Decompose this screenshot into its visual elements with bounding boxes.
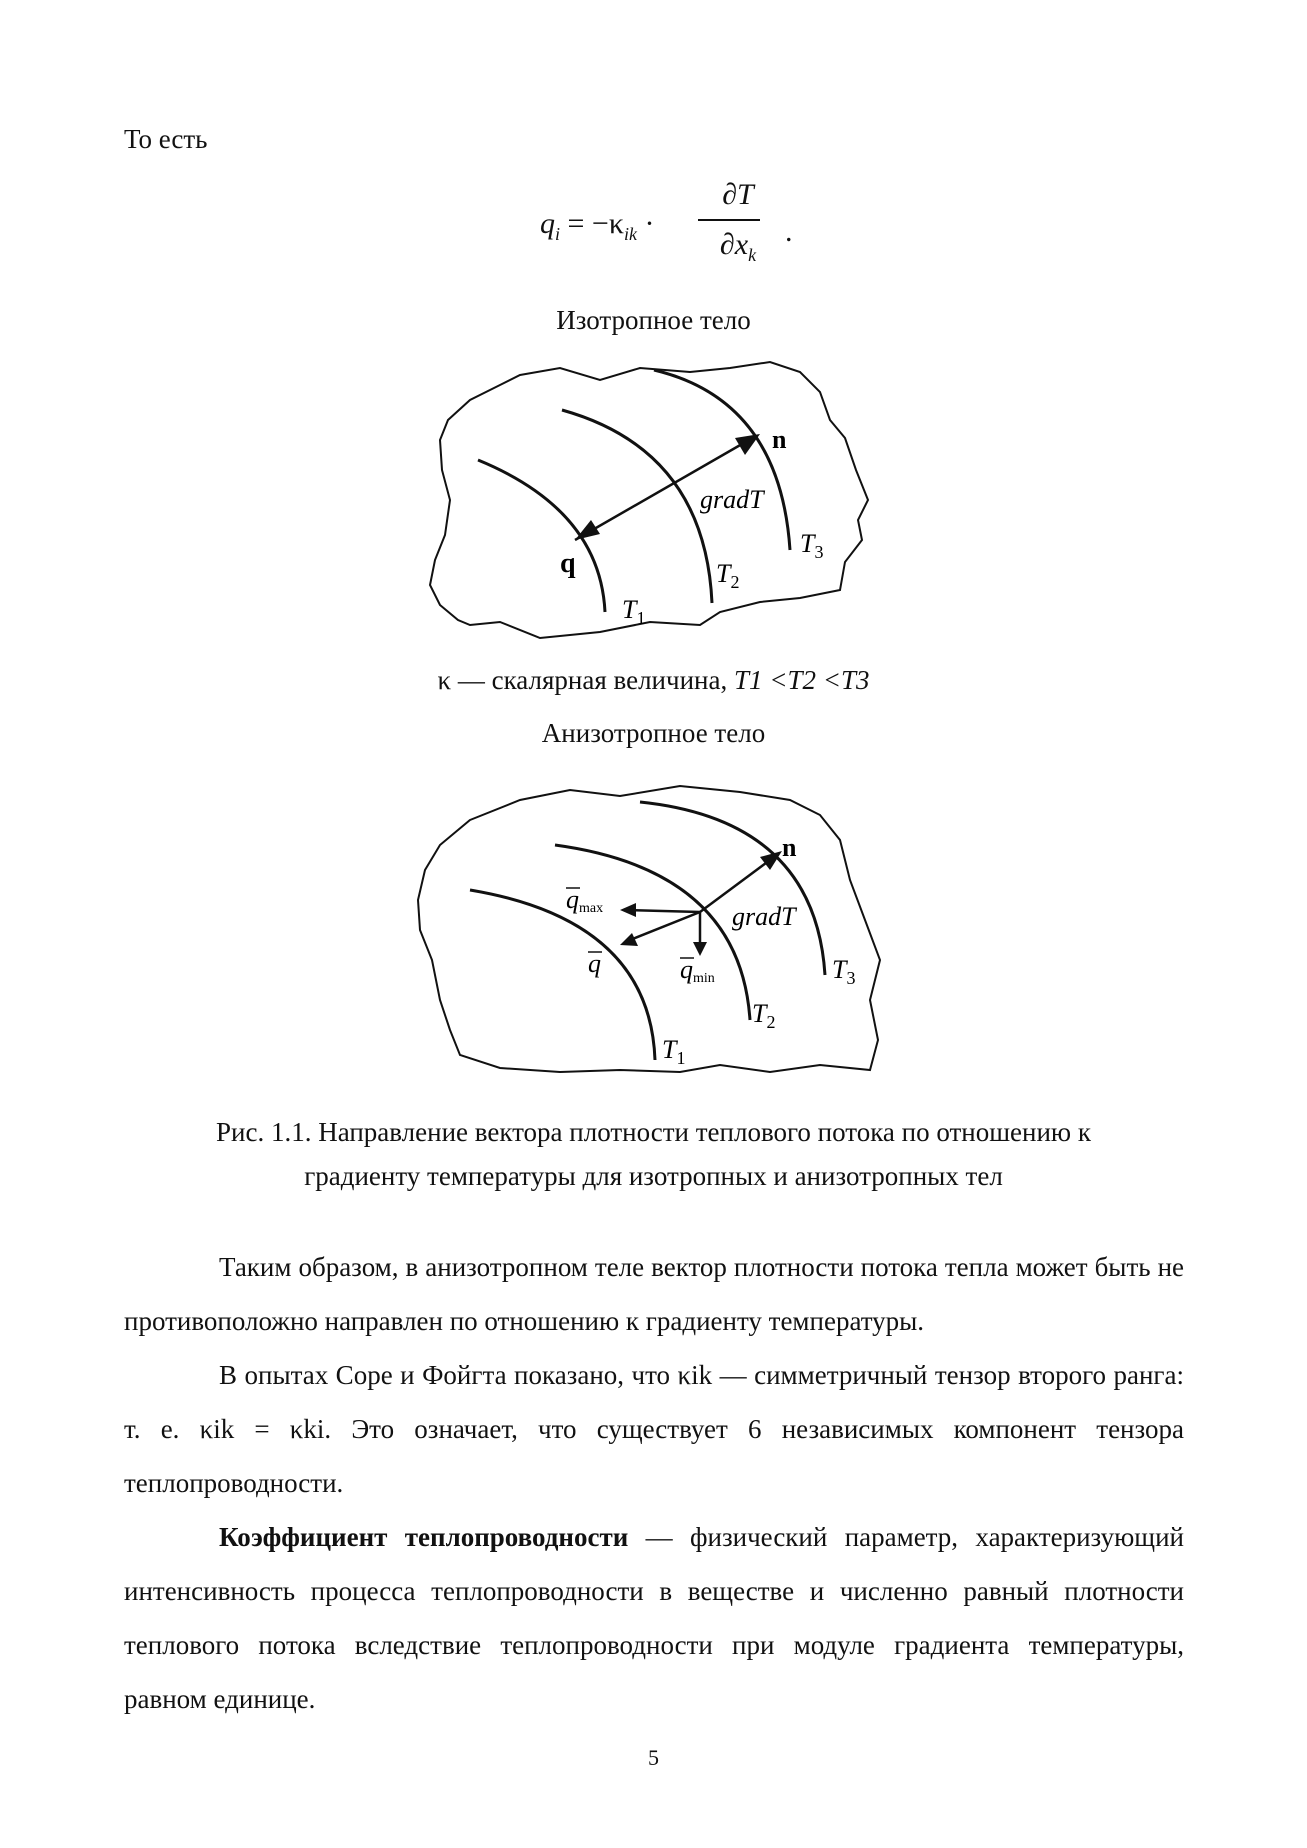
paragraph-1: Таким образом, в анизотропном теле вектор плотности потока тепла может быть не противоположно направлен по отношению к градиенту температуры. [124,1252,1184,1336]
aniso-label-q: q [588,949,601,978]
iso-body-outline [430,362,868,638]
aniso-qmax-arrow [628,910,700,912]
aniso-q-arrowhead [620,933,638,946]
figure-caption [120,1110,1187,1198]
term-bold: Коэффициент теплопроводности [219,1522,629,1552]
aniso-label-t3: $T_3$ [832,955,856,988]
heat-flux-formula [540,175,793,285]
aniso-label-grad: gradT [732,902,796,931]
iso-label-t1: $T_1$ [622,595,646,628]
formula-fraction [688,175,788,265]
aniso-label-qmax: qmax [566,885,604,916]
iso-label-t2: $T_2$ [716,559,740,592]
aniso-isotherm-t1 [470,890,655,1060]
aniso-q-arrow [630,912,700,940]
aniso-qmax-arrowhead [620,903,636,917]
caption-line-2: градиенту температуры для изотропных и анизотропных тел [304,1161,1003,1191]
aniso-label-n: n [782,833,797,862]
formula-denominator: $\partial x_k$ [719,228,757,265]
iso-label-grad: gradT [700,485,764,514]
isotropic-figure [0,340,1307,660]
iso-isotherm-t2 [562,410,712,603]
paragraph-3: Коэффициент теплопроводности — физический параметр, характеризующий интенсивность процесса теплопроводности в веществе и численно равный плотности теплового потока вследствие теплопроводности при модуле градиента температуры, равном единице. [124,1522,1184,1714]
iso-label-n: n [772,425,787,454]
iso-title: Изотропное тело [556,305,751,335]
iso-label-q: q [560,548,576,579]
iso-q-arrowhead [575,520,600,540]
formula-trail: . [785,215,793,248]
aniso-body-outline [418,786,880,1072]
iso-label-t3: $T_3$ [800,529,824,562]
iso-subcaption: κ — скалярная величина, T1 <T2 <T3 [437,665,870,695]
page-number: 5 [648,1745,659,1770]
iso-isotherm-t3 [654,370,790,550]
formula-numerator: ∂T [722,178,754,211]
aniso-label-t2: $T_2$ [752,999,776,1032]
aniso-label-t1: $T_1$ [662,1035,686,1068]
aniso-qmin-arrowhead [693,942,707,956]
aniso-title: Анизотропное тело [541,718,766,748]
fraction-bar [698,219,760,221]
aniso-label-qmin: qmin [680,955,715,986]
caption-line-1: Рис. 1.1. Направление вектора плотности теплового потока по отношению к [216,1117,1091,1147]
anisotropic-figure [0,780,1307,1080]
formula-lhs: $q_i = -\kappa_{ik}$ · [540,207,655,244]
aniso-isotherm-t2 [555,845,750,1020]
paragraph-2: В опытах Соре и Фойгта показано, что κik — симметричный тензор второго ранга: т. е. κik = κki. Это означает, что существует 6 независимых компонент тензора теплопроводности. [124,1360,1184,1498]
intro-text: То есть [124,124,208,154]
